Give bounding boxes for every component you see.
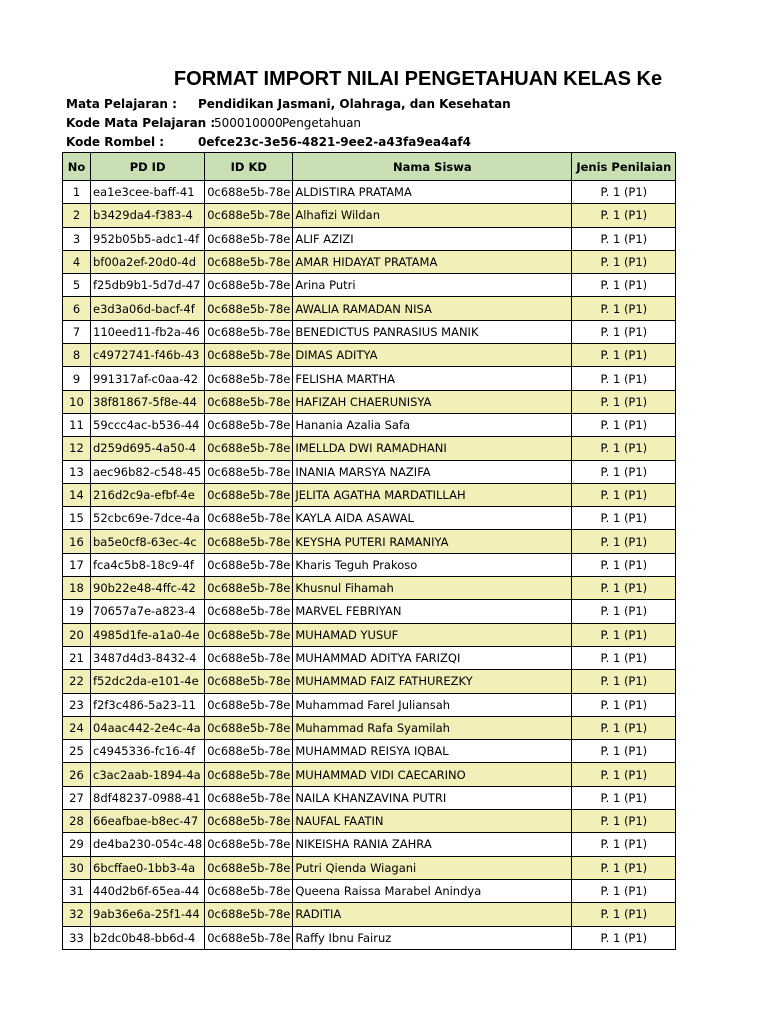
cell-nama-siswa: MUHAMMAD FAIZ FATHUREZKY	[293, 670, 572, 693]
cell-no: 9	[63, 367, 91, 390]
table-row	[63, 181, 676, 204]
cell-no: 19	[63, 600, 91, 623]
cell-pd-id: 216d2c9a-efbf-4e	[91, 483, 205, 506]
cell-pd-id: 991317af-c0aa-42	[91, 367, 205, 390]
cell-no: 26	[63, 763, 91, 786]
meta-kode-extra: Pengetahuan	[282, 116, 362, 130]
cell-pd-id: d259d695-4a50-4	[91, 437, 205, 460]
cell-nama-siswa: ALIF AZIZI	[293, 227, 572, 250]
table-row	[63, 600, 676, 623]
cell-pd-id: aec96b82-c548-45	[91, 460, 205, 483]
cell-no: 28	[63, 810, 91, 833]
cell-pd-id: c4972741-f46b-43	[91, 344, 205, 367]
cell-pd-id: 110eed11-fb2a-46	[91, 320, 205, 343]
cell-id-kd: 0c688e5b-78e	[205, 623, 293, 646]
cell-pd-id: 6bcffae0-1bb3-4a	[91, 856, 205, 879]
table-row	[63, 530, 676, 553]
table-row	[63, 553, 676, 576]
table-row	[63, 227, 676, 250]
cell-jenis-penilaian: P. 1 (P1)	[572, 437, 676, 460]
cell-pd-id: 4985d1fe-a1a0-4e	[91, 623, 205, 646]
cell-jenis-penilaian: P. 1 (P1)	[572, 670, 676, 693]
cell-no: 5	[63, 274, 91, 297]
cell-pd-id: 04aac442-2e4c-4a	[91, 716, 205, 739]
cell-no: 6	[63, 297, 91, 320]
cell-id-kd: 0c688e5b-78e	[205, 740, 293, 763]
table-row	[63, 297, 676, 320]
cell-no: 25	[63, 740, 91, 763]
cell-id-kd: 0c688e5b-78e	[205, 833, 293, 856]
cell-id-kd: 0c688e5b-78e	[205, 367, 293, 390]
page-title: FORMAT IMPORT NILAI PENGETAHUAN KELAS Ke	[173, 68, 663, 90]
cell-jenis-penilaian: P. 1 (P1)	[572, 460, 676, 483]
cell-id-kd: 0c688e5b-78e	[205, 413, 293, 436]
table-row	[63, 810, 676, 833]
cell-pd-id: 90b22e48-4ffc-42	[91, 577, 205, 600]
cell-id-kd: 0c688e5b-78e	[205, 297, 293, 320]
cell-id-kd: 0c688e5b-78e	[205, 856, 293, 879]
cell-id-kd: 0c688e5b-78e	[205, 530, 293, 553]
cell-id-kd: 0c688e5b-78e	[205, 390, 293, 413]
cell-nama-siswa: ALDISTIRA PRATAMA	[293, 181, 572, 204]
table-row	[63, 320, 676, 343]
cell-nama-siswa: NAUFAL FAATIN	[293, 810, 572, 833]
cell-pd-id: 70657a7e-a823-4	[91, 600, 205, 623]
cell-no: 32	[63, 903, 91, 926]
cell-id-kd: 0c688e5b-78e	[205, 926, 293, 949]
header-pd-id: PD ID	[91, 153, 205, 181]
cell-no: 7	[63, 320, 91, 343]
table-row	[63, 740, 676, 763]
table-row	[63, 646, 676, 669]
header-no: No	[63, 153, 91, 181]
cell-no: 13	[63, 460, 91, 483]
table-row	[63, 623, 676, 646]
cell-id-kd: 0c688e5b-78e	[205, 460, 293, 483]
cell-jenis-penilaian: P. 1 (P1)	[572, 250, 676, 273]
cell-nama-siswa: MUHAMMAD VIDI CAECARINO	[293, 763, 572, 786]
cell-jenis-penilaian: P. 1 (P1)	[572, 274, 676, 297]
cell-jenis-penilaian: P. 1 (P1)	[572, 763, 676, 786]
cell-id-kd: 0c688e5b-78e	[205, 879, 293, 902]
meta-rombel-row	[66, 135, 471, 149]
table-row	[63, 903, 676, 926]
cell-id-kd: 0c688e5b-78e	[205, 716, 293, 739]
cell-jenis-penilaian: P. 1 (P1)	[572, 740, 676, 763]
cell-nama-siswa: JELITA AGATHA MARDATILLAH	[293, 483, 572, 506]
meta-kode-value: 500010000	[214, 116, 283, 130]
cell-jenis-penilaian: P. 1 (P1)	[572, 320, 676, 343]
cell-pd-id: 952b05b5-adc1-4f	[91, 227, 205, 250]
cell-nama-siswa: Hanania Azalia Safa	[293, 413, 572, 436]
cell-no: 27	[63, 786, 91, 809]
cell-jenis-penilaian: P. 1 (P1)	[572, 507, 676, 530]
cell-no: 3	[63, 227, 91, 250]
cell-pd-id: f52dc2da-e101-4e	[91, 670, 205, 693]
cell-pd-id: 52cbc69e-7dce-4a	[91, 507, 205, 530]
cell-nama-siswa: MUHAMMAD REISYA IQBAL	[293, 740, 572, 763]
cell-nama-siswa: KEYSHA PUTERI RAMANIYA	[293, 530, 572, 553]
cell-nama-siswa: MARVEL FEBRIYAN	[293, 600, 572, 623]
table-row	[63, 274, 676, 297]
meta-mapel-value: Pendidikan Jasmani, Olahraga, dan Kesehatan	[198, 97, 511, 111]
cell-id-kd: 0c688e5b-78e	[205, 437, 293, 460]
cell-nama-siswa: Alhafizi Wildan	[293, 204, 572, 227]
cell-pd-id: 3487d4d3-8432-4	[91, 646, 205, 669]
cell-id-kd: 0c688e5b-78e	[205, 344, 293, 367]
header-id-kd: ID KD	[205, 153, 293, 181]
cell-jenis-penilaian: P. 1 (P1)	[572, 623, 676, 646]
cell-jenis-penilaian: P. 1 (P1)	[572, 483, 676, 506]
cell-pd-id: ba5e0cf8-63ec-4c	[91, 530, 205, 553]
cell-no: 23	[63, 693, 91, 716]
cell-jenis-penilaian: P. 1 (P1)	[572, 577, 676, 600]
cell-jenis-penilaian: P. 1 (P1)	[572, 716, 676, 739]
cell-pd-id: c4945336-fc16-4f	[91, 740, 205, 763]
cell-nama-siswa: AMAR HIDAYAT PRATAMA	[293, 250, 572, 273]
table-row	[63, 786, 676, 809]
cell-no: 10	[63, 390, 91, 413]
cell-no: 30	[63, 856, 91, 879]
table-row	[63, 507, 676, 530]
meta-kode-row	[66, 116, 362, 130]
cell-nama-siswa: FELISHA MARTHA	[293, 367, 572, 390]
cell-pd-id: c3ac2aab-1894-4a	[91, 763, 205, 786]
cell-id-kd: 0c688e5b-78e	[205, 250, 293, 273]
cell-nama-siswa: INANIA MARSYA NAZIFA	[293, 460, 572, 483]
cell-id-kd: 0c688e5b-78e	[205, 507, 293, 530]
cell-id-kd: 0c688e5b-78e	[205, 553, 293, 576]
cell-jenis-penilaian: P. 1 (P1)	[572, 181, 676, 204]
cell-id-kd: 0c688e5b-78e	[205, 903, 293, 926]
cell-jenis-penilaian: P. 1 (P1)	[572, 693, 676, 716]
cell-nama-siswa: DIMAS ADITYA	[293, 344, 572, 367]
cell-no: 16	[63, 530, 91, 553]
cell-id-kd: 0c688e5b-78e	[205, 227, 293, 250]
table-header-row	[63, 153, 676, 181]
cell-id-kd: 0c688e5b-78e	[205, 320, 293, 343]
cell-id-kd: 0c688e5b-78e	[205, 483, 293, 506]
cell-pd-id: 8df48237-0988-41	[91, 786, 205, 809]
table-row	[63, 390, 676, 413]
cell-nama-siswa: AWALIA RAMADAN NISA	[293, 297, 572, 320]
table-row	[63, 413, 676, 436]
meta-rombel-label: Kode Rombel :	[66, 135, 165, 149]
cell-jenis-penilaian: P. 1 (P1)	[572, 810, 676, 833]
cell-no: 29	[63, 833, 91, 856]
cell-pd-id: bf00a2ef-20d0-4d	[91, 250, 205, 273]
header-jenis-penilaian: Jenis Penilaian	[572, 153, 676, 181]
cell-pd-id: f2f3c486-5a23-11	[91, 693, 205, 716]
cell-jenis-penilaian: P. 1 (P1)	[572, 856, 676, 879]
cell-pd-id: 38f81867-5f8e-44	[91, 390, 205, 413]
cell-nama-siswa: Queena Raissa Marabel Anindya	[293, 879, 572, 902]
cell-no: 31	[63, 879, 91, 902]
cell-nama-siswa: MUHAMAD YUSUF	[293, 623, 572, 646]
table-row	[63, 693, 676, 716]
cell-no: 4	[63, 250, 91, 273]
table-row	[63, 856, 676, 879]
cell-nama-siswa: NIKEISHA RANIA ZAHRA	[293, 833, 572, 856]
cell-nama-siswa: IMELLDA DWI RAMADHANI	[293, 437, 572, 460]
cell-no: 2	[63, 204, 91, 227]
table-row	[63, 250, 676, 273]
cell-jenis-penilaian: P. 1 (P1)	[572, 879, 676, 902]
table-row	[63, 577, 676, 600]
cell-nama-siswa: Muhammad Farel Juliansah	[293, 693, 572, 716]
table-row	[63, 926, 676, 949]
cell-id-kd: 0c688e5b-78e	[205, 577, 293, 600]
cell-jenis-penilaian: P. 1 (P1)	[572, 204, 676, 227]
cell-jenis-penilaian: P. 1 (P1)	[572, 553, 676, 576]
cell-jenis-penilaian: P. 1 (P1)	[572, 297, 676, 320]
cell-nama-siswa: Putri Qienda Wiagani	[293, 856, 572, 879]
cell-pd-id: 66eafbae-b8ec-47	[91, 810, 205, 833]
cell-id-kd: 0c688e5b-78e	[205, 204, 293, 227]
cell-no: 24	[63, 716, 91, 739]
meta-kode-label: Kode Mata Pelajaran :	[66, 116, 216, 130]
cell-nama-siswa: MUHAMMAD ADITYA FARIZQI	[293, 646, 572, 669]
meta-mapel-row	[66, 97, 511, 111]
cell-no: 17	[63, 553, 91, 576]
cell-jenis-penilaian: P. 1 (P1)	[572, 833, 676, 856]
table-row	[63, 204, 676, 227]
cell-pd-id: ea1e3cee-baff-41	[91, 181, 205, 204]
cell-no: 1	[63, 181, 91, 204]
cell-jenis-penilaian: P. 1 (P1)	[572, 646, 676, 669]
cell-pd-id: b2dc0b48-bb6d-4	[91, 926, 205, 949]
meta-mapel-label: Mata Pelajaran :	[66, 97, 177, 111]
table-row	[63, 367, 676, 390]
cell-id-kd: 0c688e5b-78e	[205, 646, 293, 669]
cell-no: 22	[63, 670, 91, 693]
cell-jenis-penilaian: P. 1 (P1)	[572, 413, 676, 436]
table-row	[63, 879, 676, 902]
cell-id-kd: 0c688e5b-78e	[205, 693, 293, 716]
cell-id-kd: 0c688e5b-78e	[205, 181, 293, 204]
cell-nama-siswa: Arina Putri	[293, 274, 572, 297]
cell-no: 18	[63, 577, 91, 600]
cell-nama-siswa: Kharis Teguh Prakoso	[293, 553, 572, 576]
cell-jenis-penilaian: P. 1 (P1)	[572, 903, 676, 926]
table-row	[63, 344, 676, 367]
meta-rombel-value: 0efce23c-3e56-4821-9ee2-a43fa9ea4af4	[198, 135, 471, 149]
cell-no: 33	[63, 926, 91, 949]
cell-id-kd: 0c688e5b-78e	[205, 670, 293, 693]
cell-pd-id: de4ba230-054c-48	[91, 833, 205, 856]
table-row	[63, 833, 676, 856]
cell-jenis-penilaian: P. 1 (P1)	[572, 600, 676, 623]
cell-pd-id: fca4c5b8-18c9-4f	[91, 553, 205, 576]
cell-jenis-penilaian: P. 1 (P1)	[572, 367, 676, 390]
table-row	[63, 483, 676, 506]
cell-nama-siswa: KAYLA AIDA ASAWAL	[293, 507, 572, 530]
table-row	[63, 763, 676, 786]
cell-pd-id: 440d2b6f-65ea-44	[91, 879, 205, 902]
cell-id-kd: 0c688e5b-78e	[205, 786, 293, 809]
table-row	[63, 716, 676, 739]
grades-table	[62, 152, 676, 950]
cell-no: 20	[63, 623, 91, 646]
cell-nama-siswa: Khusnul Fihamah	[293, 577, 572, 600]
cell-no: 21	[63, 646, 91, 669]
cell-jenis-penilaian: P. 1 (P1)	[572, 344, 676, 367]
cell-id-kd: 0c688e5b-78e	[205, 810, 293, 833]
cell-id-kd: 0c688e5b-78e	[205, 600, 293, 623]
cell-pd-id: b3429da4-f383-4	[91, 204, 205, 227]
table-row	[63, 670, 676, 693]
cell-jenis-penilaian: P. 1 (P1)	[572, 530, 676, 553]
cell-nama-siswa: HAFIZAH CHAERUNISYA	[293, 390, 572, 413]
table-row	[63, 460, 676, 483]
cell-nama-siswa: RADITIA	[293, 903, 572, 926]
cell-no: 14	[63, 483, 91, 506]
cell-no: 15	[63, 507, 91, 530]
cell-no: 11	[63, 413, 91, 436]
cell-jenis-penilaian: P. 1 (P1)	[572, 227, 676, 250]
cell-jenis-penilaian: P. 1 (P1)	[572, 786, 676, 809]
cell-nama-siswa: Raffy Ibnu Fairuz	[293, 926, 572, 949]
cell-no: 12	[63, 437, 91, 460]
cell-nama-siswa: NAILA KHANZAVINA PUTRI	[293, 786, 572, 809]
cell-pd-id: 9ab36e6a-25f1-44	[91, 903, 205, 926]
cell-nama-siswa: BENEDICTUS PANRASIUS MANIK	[293, 320, 572, 343]
cell-jenis-penilaian: P. 1 (P1)	[572, 926, 676, 949]
cell-pd-id: e3d3a06d-bacf-4f	[91, 297, 205, 320]
cell-id-kd: 0c688e5b-78e	[205, 274, 293, 297]
table-row	[63, 437, 676, 460]
cell-nama-siswa: Muhammad Rafa Syamilah	[293, 716, 572, 739]
cell-id-kd: 0c688e5b-78e	[205, 763, 293, 786]
header-nama-siswa: Nama Siswa	[293, 153, 572, 181]
cell-no: 8	[63, 344, 91, 367]
cell-pd-id: f25db9b1-5d7d-47	[91, 274, 205, 297]
cell-pd-id: 59ccc4ac-b536-44	[91, 413, 205, 436]
cell-jenis-penilaian: P. 1 (P1)	[572, 390, 676, 413]
